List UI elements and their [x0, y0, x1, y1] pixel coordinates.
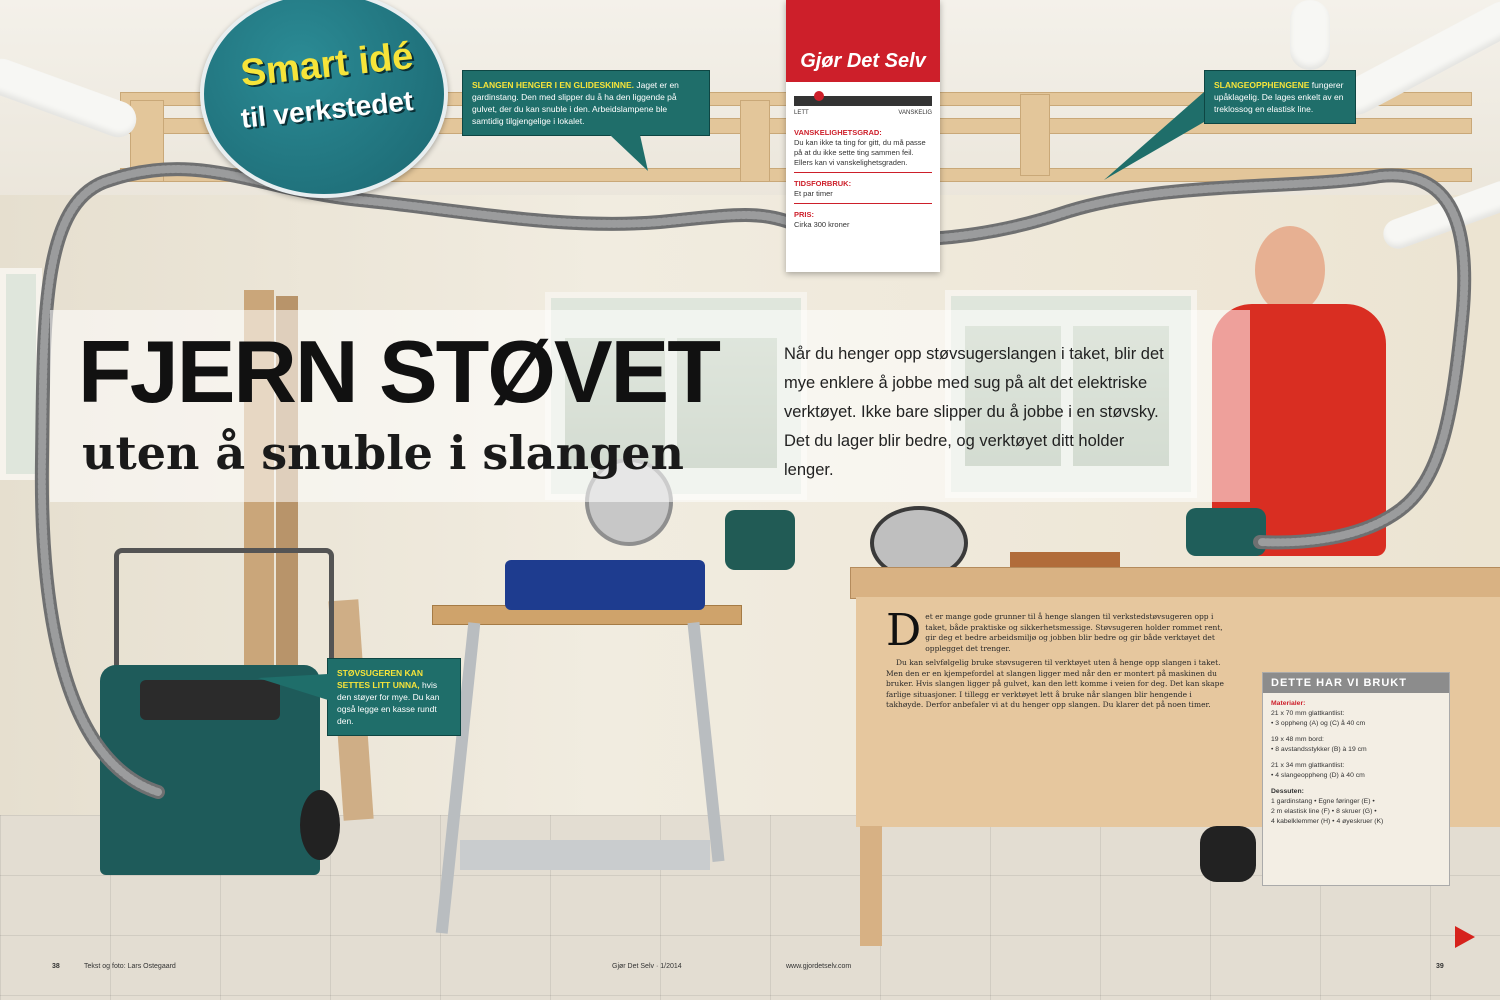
materials-item: 21 x 34 mm glattkantlist:	[1271, 762, 1345, 769]
callout-text: hvis den støyer for mye. Du kan også legge en kasse rundt den.	[337, 680, 440, 726]
page-number-right: 39	[1436, 963, 1444, 970]
callout-pointer	[1100, 92, 1210, 184]
headline-title: FJERN STØVET	[78, 322, 719, 421]
difficulty-heading: VANSKELIGHETSGRAD:	[794, 128, 882, 137]
badge-line-1: Smart idé	[238, 35, 416, 95]
tag-body	[794, 122, 932, 230]
materials-item: • 8 avstandsstykker (B) à 19 cm	[1271, 746, 1367, 753]
tag-brand: Gjør Det Selv	[800, 50, 926, 72]
footer-url: www.gjordetselv.com	[786, 963, 852, 970]
next-page-arrow-icon	[1455, 926, 1475, 948]
time-text: Et par timer	[794, 189, 833, 198]
callout-heading: SLANGEOPPHENGENE	[1214, 80, 1310, 90]
tag-header	[786, 0, 940, 82]
callout-pointer	[258, 670, 330, 710]
body-text-panel	[886, 605, 1226, 827]
headline-subtitle: uten å snuble i slangen	[82, 426, 684, 480]
materials-item: • 4 slangeoppheng (D) à 40 cm	[1271, 772, 1365, 779]
scale-label-easy: LETT	[794, 110, 809, 116]
callout-text: Jaget er en gardinstang. Den med slipper du å ha den liggende på gulvet, der du kan snuble i den. Arbeidslampene ble samtidig tilgjengelige i lokalet.	[472, 80, 679, 126]
materials-box	[1262, 672, 1450, 886]
callout-heading: SLANGEN HENGER I EN GLIDESKINNE.	[472, 80, 634, 90]
intro-paragraph: Når du henger opp støvsugerslangen i taket, blir det mye enklere å jobbe med sug på alt det elektriske verktøyet. Ikke bare slipper du å jobbe i en støvsky. Det du lager blir bedre, og verktøyet ditt holder lenger.	[784, 345, 1164, 479]
materials-item: 21 x 70 mm glattkantlist:	[1271, 710, 1345, 717]
price-heading: PRIS:	[794, 210, 815, 219]
materials-item: 19 x 48 mm bord:	[1271, 736, 1324, 743]
page-number-left: 38	[52, 963, 60, 970]
difficulty-text: Du kan ikke ta ting for gitt, du må passe på at du ikke sette ting sammen feil. Ellers kan vi vanskelighetsgraden.	[794, 138, 926, 167]
callout-hose-hangers	[1204, 70, 1356, 124]
materials-item: • 3 oppheng (A) og (C) å 40 cm	[1271, 720, 1366, 727]
drop-cap: D	[886, 605, 922, 656]
gjor-det-selv-tag	[786, 0, 940, 272]
price-text: Cirka 300 kroner	[794, 220, 850, 229]
footer-credit: Tekst og foto: Lars Ostegaard	[84, 963, 176, 970]
callout-text: fungerer upåklagelig. De lages enkelt av en treklossog en elastisk line.	[1214, 80, 1344, 114]
time-heading: TIDSFORBRUK:	[794, 179, 852, 188]
materials-heading: Materialer:	[1271, 700, 1306, 707]
extras-item: 4 kabelklemmer (H) • 4 øyeskruer (K)	[1271, 818, 1384, 825]
difficulty-scale	[794, 96, 932, 106]
callout-hose-rail	[462, 70, 710, 136]
footer-magazine: Gjør Det Selv · 1/2014	[612, 963, 682, 970]
difficulty-marker	[814, 91, 824, 101]
callout-heading: STØVSUGEREN KAN SETTES LITT UNNA,	[337, 668, 423, 690]
body-paragraph-2: Du kan selvfølgelig bruke støvsugeren til verktøyet uten å henge opp slangen i taket. Men den er en kjempefordel at slangen ligger med når den er montert på maskinen du bruker. Hvis slangen ligger på gulvet, kan den lett komme i veien for deg. Det kan skape farlige situasjoner. I tillegg er verktøyet lett å bruke når slangen blir hengende i takhøyde. Derfor anbefaler vi at du henger opp slangen. Du klarer det på noen timer.	[886, 658, 1224, 709]
body-paragraph-1: Det er mange gode grunner til å henge slangen til verkstedstøvsugeren opp i taket, både praktiske og sikkerhetsmessige. Støvsugeren holder rommet rent, gir deg et bedre arbeidsmiljø og jobben blir bedre og gir både verktøyet det opplegget det trenger.	[886, 605, 1223, 656]
badge-line-2: til verkstedet	[239, 85, 415, 134]
extras-item: 1 gardinstang • Egne føringer (E) •	[1271, 798, 1375, 805]
callout-pointer	[600, 135, 660, 175]
extras-item: 2 m elastisk line (F) • 8 skruer (G) •	[1271, 808, 1377, 815]
scale-label-hard: VANSKELIG	[898, 110, 932, 116]
callout-vacuum	[327, 658, 461, 736]
extras-heading: Dessuten:	[1271, 788, 1304, 795]
materials-box-title: DETTE HAR VI BRUKT	[1263, 673, 1449, 693]
